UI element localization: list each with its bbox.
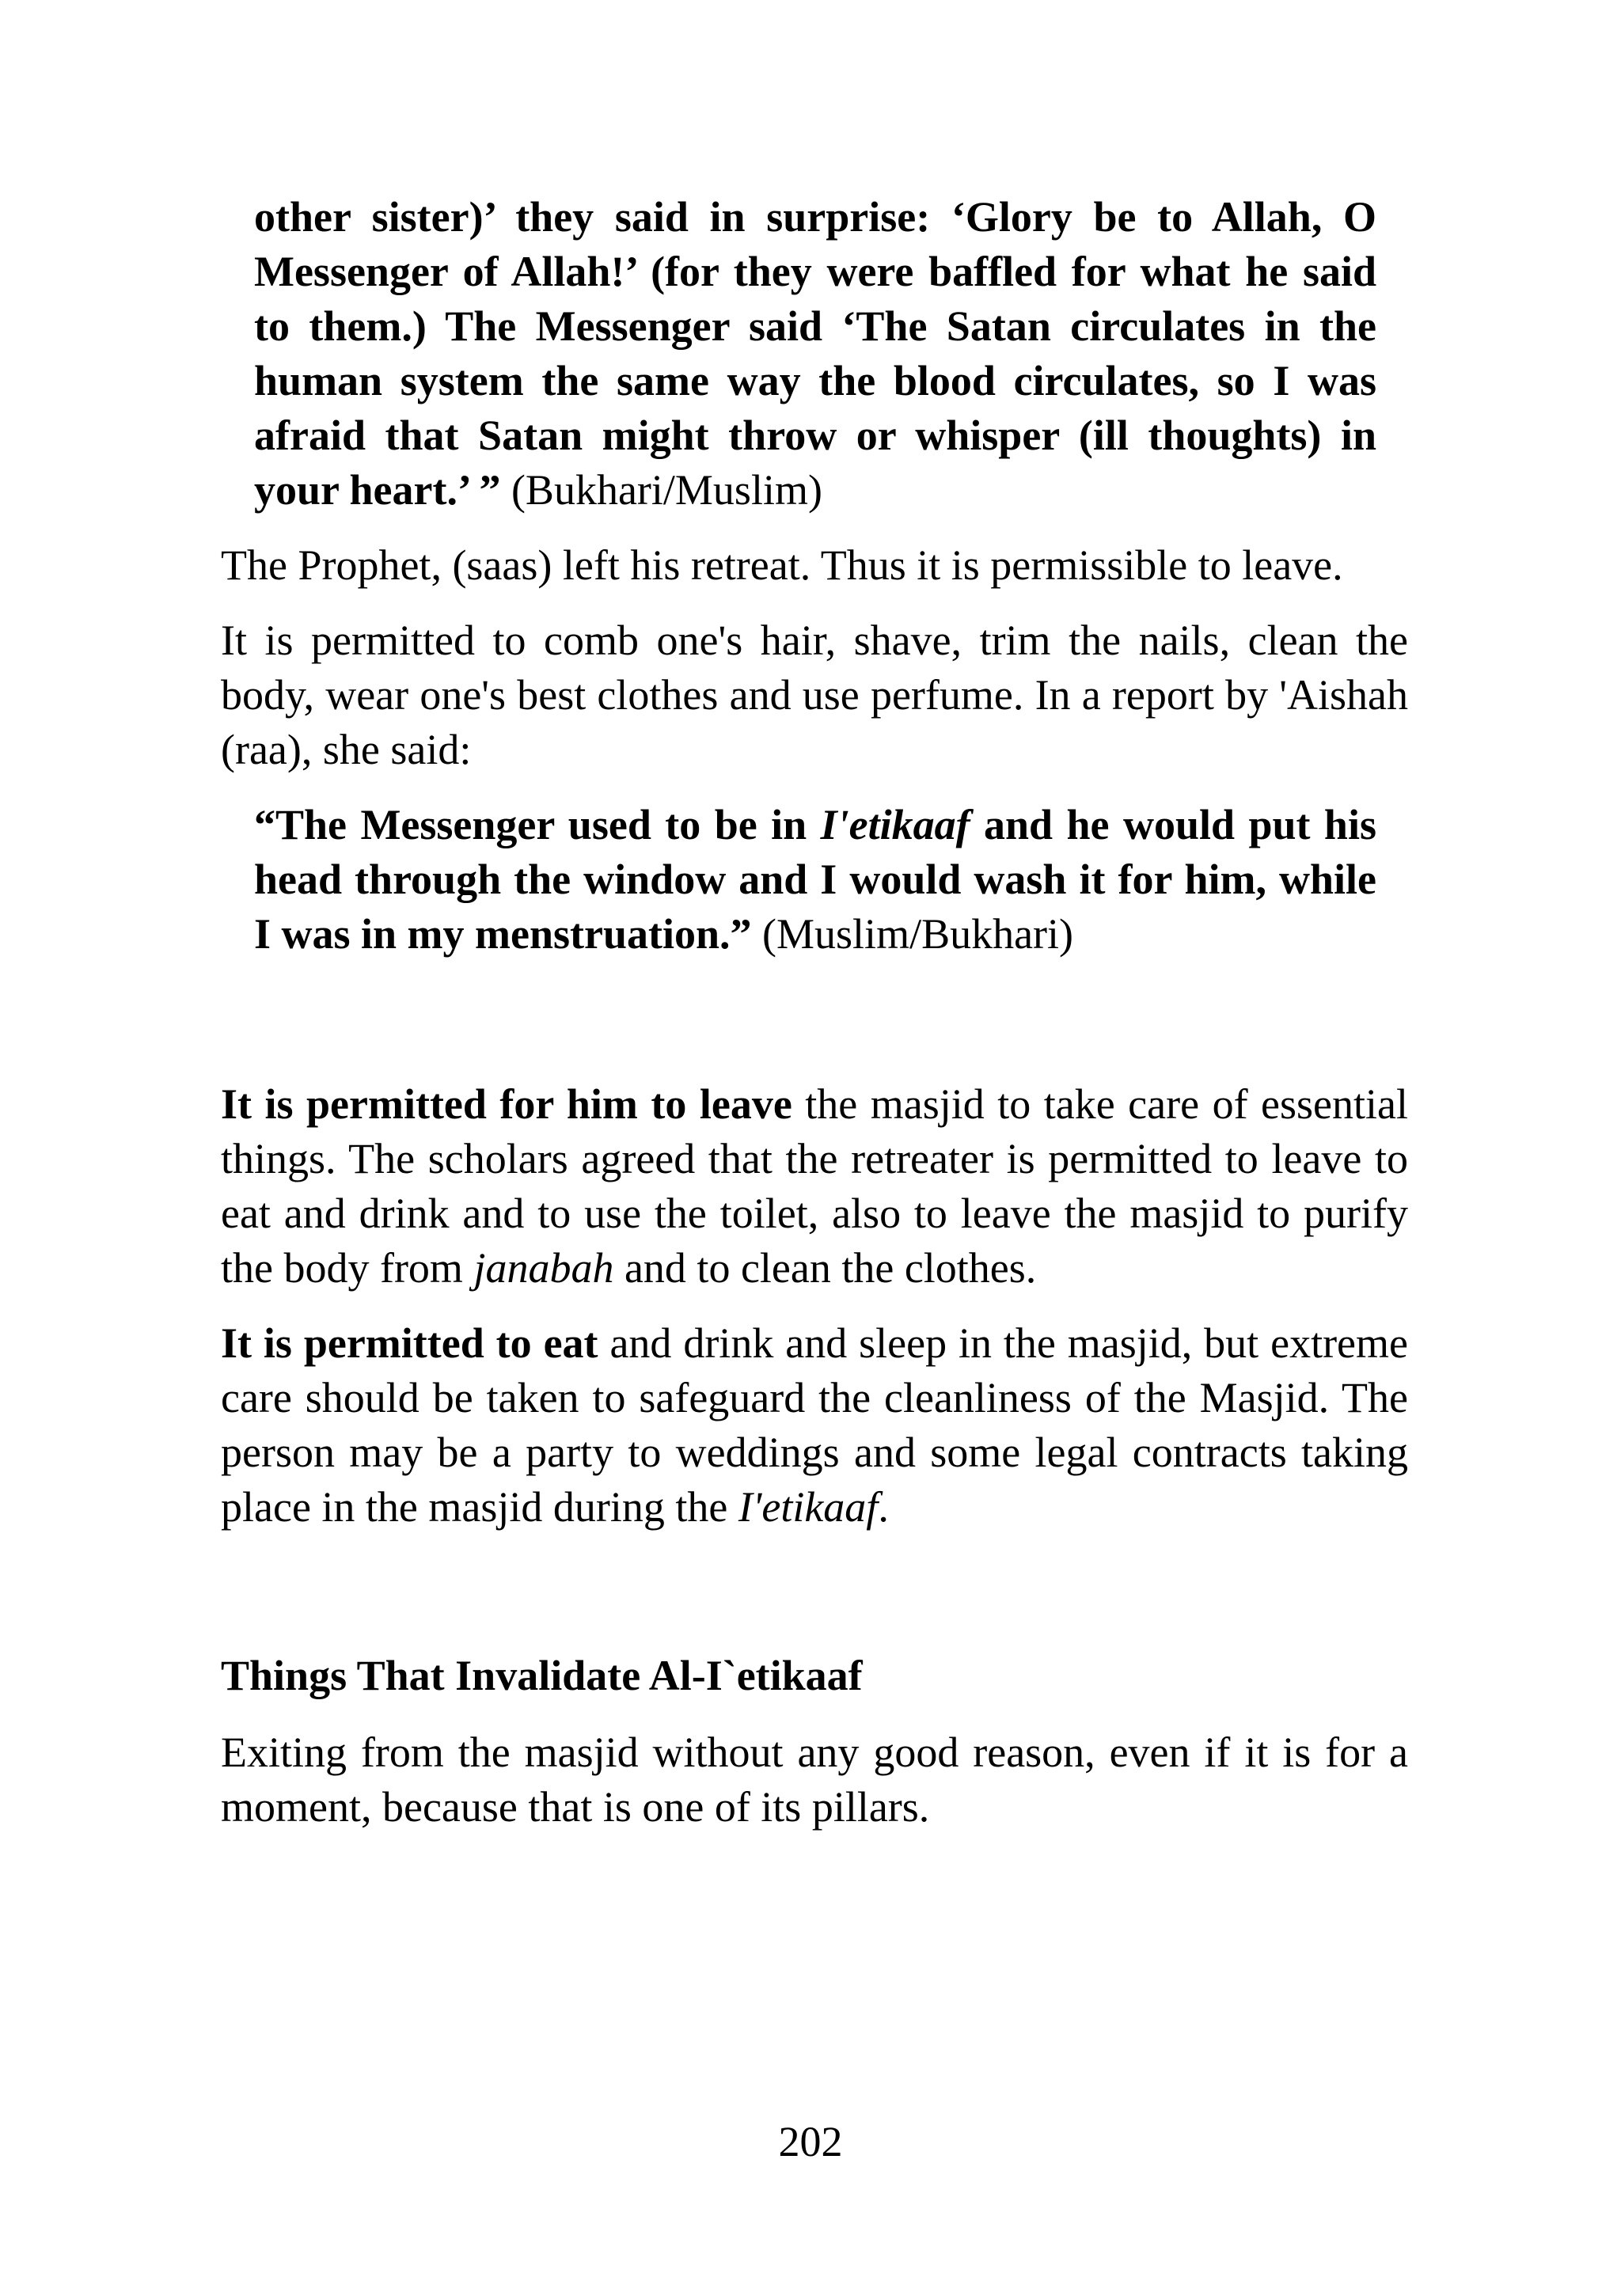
paragraph-permitted-to-eat: [221, 1316, 1408, 1535]
hadith-quote-aishah-text-2: and he would put his head through the window and I would wash it for him, while I was in my menstruation.”: [254, 801, 1376, 958]
paragraph-permitted-to-leave-lead: It is permitted for him to leave: [221, 1080, 792, 1128]
paragraph-permitted-to-leave-text-2: and to clean the clothes.: [613, 1244, 1037, 1292]
paragraph-permitted-to-eat-text-2: .: [878, 1483, 889, 1531]
hadith-quote-satan: [221, 190, 1408, 518]
paragraph-permitted-to-leave: [221, 1077, 1408, 1296]
hadith-quote-aishah: [221, 798, 1408, 962]
paragraph-permitted-to-leave-term: janabah: [473, 1244, 614, 1292]
hadith-quote-aishah-term: I'etikaaf: [820, 801, 970, 848]
paragraph-permitted-to-eat-text-1: and drink and sleep in the masjid, but extreme care should be taken to safeguard the cleanliness of the Masjid. The person may be a party to weddings and some legal contracts taking place in the masjid during the: [221, 1319, 1408, 1531]
paragraph-permitted-to-eat-lead: It is permitted to eat: [221, 1319, 598, 1367]
paragraph-permitted-to-leave-text-1: the masjid to take care of essential things. The scholars agreed that the retreater is permitted to leave to eat and drink and to use the toilet, also to leave the masjid to purify the body from: [221, 1080, 1408, 1292]
section-heading: Things That Invalidate Al-I`etikaaf: [221, 1652, 863, 1699]
paragraph-invalidate: Exiting from the masjid without any good reason, even if it is for a moment, because that is one of its pillars.: [221, 1729, 1408, 1831]
hadith-quote-satan-text: other sister)’ they said in surprise: ‘Glory be to Allah, O Messenger of Allah!’ (for they were baffled for what he said to them.) The Messenger said ‘The Satan circulates in the human system the same way the blood circulates, so I was afraid that Satan might throw or whisper (ill thoughts) in your heart.’ ”: [254, 193, 1376, 514]
paragraph-permitted-to-eat-term: I'etikaaf: [738, 1483, 879, 1531]
text-column: [221, 190, 1408, 1835]
hadith-quote-aishah-text-1: “The Messenger used to be in: [254, 801, 821, 848]
paragraph-prophet-left-retreat: The Prophet, (saas) left his retreat. Thus it is permissible to leave.: [221, 541, 1343, 589]
page-number: 202: [778, 2118, 843, 2165]
hadith-quote-aishah-source: (Muslim/Bukhari): [751, 910, 1074, 958]
paragraph-permitted-grooming: It is permitted to comb one's hair, shave, trim the nails, clean the body, wear one's best clothes and use perfume. In a report by 'Aishah (raa), she said:: [221, 617, 1408, 773]
hadith-quote-satan-source: (Bukhari/Muslim): [500, 466, 822, 514]
